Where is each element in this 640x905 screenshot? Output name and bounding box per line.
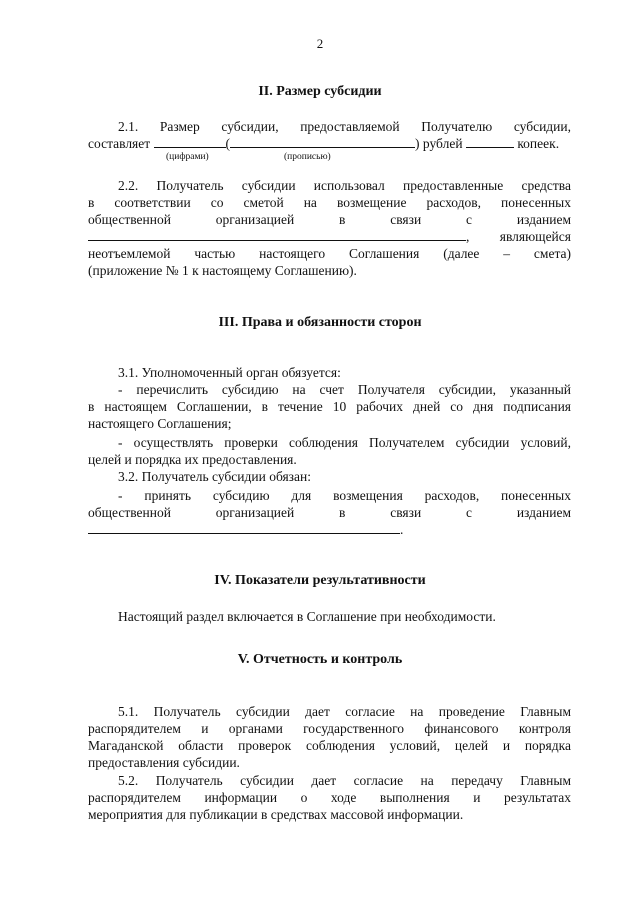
s5-line6: распорядителем информации о ходе выполнения и результатах (88, 790, 571, 805)
s3-line3: в настоящем Соглашении, в течение 10 рабочих дней со дня подписания (88, 399, 571, 414)
section-4-title: IV. Показатели результативности (214, 573, 426, 588)
s3-line10-end: . (400, 522, 404, 537)
publication-blank-2 (88, 522, 400, 534)
s2-paren-open: ( (225, 136, 231, 151)
s2-p2-line1: 2.2. Получатель субсидии использовал предоставленные средства (118, 178, 571, 193)
s2-p2-line4 (88, 228, 571, 245)
publication-blank (88, 229, 466, 241)
s5-line1: 5.1. Получатель субсидии дает согласие на проведение Главным (118, 704, 571, 719)
s2-p1-line1: 2.1. Размер субсидии, предоставляемой Получателю субсидии, (118, 119, 571, 134)
s2-p2-line5: неотъемлемой частью настоящего Соглашения (далее – смета) (88, 246, 571, 261)
s3-line8: - принять субсидию для возмещения расходов, понесенных (118, 488, 571, 503)
s2-p1-text-c: копеек. (517, 136, 560, 151)
amount-digits-blank (154, 136, 226, 148)
s3-line2: - перечислить субсидию на счет Получателя субсидии, указанный (118, 382, 571, 397)
s5-line5: 5.2. Получатель субсидии дает согласие на передачу Главным (118, 773, 571, 788)
s2-p1-text-b: ) рублей (415, 136, 463, 151)
s2-p2-line2: в соответствии со сметой на возмещение расходов, понесенных (88, 195, 571, 210)
s5-line2: распорядителем и органами государственного финансового контроля (88, 721, 571, 736)
note-digits: (цифрами) (166, 152, 209, 162)
s3-line1: 3.1. Уполномоченный орган обязуется: (118, 365, 341, 380)
s4-text: Настоящий раздел включается в Соглашение при необходимости. (118, 609, 496, 624)
s2-p2-line4-end: , являющейся (466, 229, 571, 244)
s2-p1-text-a: составляет (88, 136, 151, 151)
kopecks-blank (466, 136, 514, 148)
section-2-title: II. Размер субсидии (258, 84, 382, 99)
s3-line10 (88, 521, 571, 538)
s3-line4: настоящего Соглашения; (88, 416, 232, 431)
section-3-title: III. Права и обязанности сторон (218, 315, 422, 330)
s3-line7: 3.2. Получатель субсидии обязан: (118, 469, 311, 484)
s2-p1-line2 (88, 135, 571, 152)
s2-p2-line6: (приложение № 1 к настоящему Соглашению). (88, 263, 357, 278)
page-number: 2 (316, 36, 324, 51)
section-5-title: V. Отчетность и контроль (237, 652, 403, 667)
s5-line4: предоставления субсидии. (88, 755, 240, 770)
note-words: (прописью) (284, 152, 331, 162)
s2-p2-line3: общественной организацией в связи с изданием (88, 212, 571, 227)
s3-line9: общественной организацией в связи с изданием (88, 505, 571, 520)
s5-line3: Магаданской области проверок соблюдения условий, целей и порядка (88, 738, 571, 753)
s3-line6: целей и порядка их предоставления. (88, 452, 297, 467)
amount-words-blank (230, 136, 415, 148)
s5-line7: мероприятия для публикации в средствах массовой информации. (88, 807, 464, 822)
s3-line5: - осуществлять проверки соблюдения Получателем субсидии условий, (118, 435, 571, 450)
